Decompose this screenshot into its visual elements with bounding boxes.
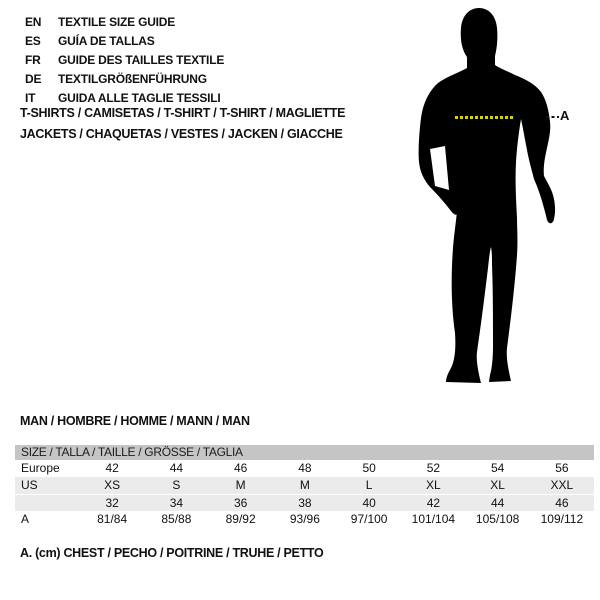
size-table xyxy=(15,445,594,528)
man-silhouette-figure xyxy=(395,0,600,400)
size-cell: 56 xyxy=(555,461,569,475)
size-cell: 81/84 xyxy=(97,512,128,526)
size-cell: 50 xyxy=(362,461,376,475)
man-silhouette xyxy=(419,8,555,383)
size-cell: XL xyxy=(426,478,441,492)
language-code: IT xyxy=(25,90,36,105)
language-row xyxy=(25,88,224,107)
size-cell: M xyxy=(235,478,246,492)
table-row-chest xyxy=(15,511,594,528)
size-cell: 36 xyxy=(233,496,248,510)
size-cell: XL xyxy=(490,478,505,492)
size-cell: 85/88 xyxy=(161,512,192,526)
size-cell: 44 xyxy=(490,496,505,510)
table-row-europe xyxy=(15,460,594,477)
language-row xyxy=(25,12,224,31)
measurement-footnote: A. (cm) CHEST / PECHO / POITRINE / TRUHE / PETTO xyxy=(20,546,324,560)
language-row xyxy=(25,69,224,88)
size-cell: 89/92 xyxy=(225,512,256,526)
row-label: A xyxy=(21,512,30,526)
language-title: GUÍA DE TALLAS xyxy=(58,33,155,48)
size-cell: 109/112 xyxy=(540,512,584,526)
category-line-jackets: JACKETS / CHAQUETAS / VESTES / JACKEN / GIACCHE xyxy=(20,127,343,141)
size-cell: 48 xyxy=(298,461,312,475)
category-line-tshirts: T-SHIRTS / CAMISETAS / T-SHIRT / T-SHIRT / MAGLIETTE xyxy=(20,106,346,120)
size-cell: 34 xyxy=(169,496,184,510)
size-cell: 38 xyxy=(298,496,312,510)
size-cell: 52 xyxy=(426,461,441,475)
size-cell: 42 xyxy=(426,496,441,510)
language-code: EN xyxy=(25,14,42,29)
size-cell: 46 xyxy=(555,496,569,510)
size-cell: 101/104 xyxy=(411,512,456,526)
language-title: GUIDE DES TAILLES TEXTILE xyxy=(58,52,225,67)
size-cell: 46 xyxy=(233,461,248,475)
table-row-numeric xyxy=(15,494,594,511)
language-code: ES xyxy=(25,33,41,48)
language-title: TEXTILGRÖßENFÜHRUNG xyxy=(58,71,207,86)
garment-categories xyxy=(20,106,345,148)
row-label: Europe xyxy=(21,461,60,475)
size-cell: L xyxy=(365,478,373,492)
measure-label-a: A xyxy=(560,108,570,123)
size-cell: XS xyxy=(104,478,121,492)
row-label: US xyxy=(21,478,38,492)
language-row xyxy=(25,50,224,69)
language-code: DE xyxy=(25,71,42,86)
size-cell: 40 xyxy=(362,496,376,510)
language-row xyxy=(25,31,224,50)
size-cell: 32 xyxy=(105,496,119,510)
language-title: GUIDA ALLE TAGLIE TESSILI xyxy=(58,90,221,105)
size-table-header: SIZE / TALLA / TAILLE / GRÖSSE / TAGLIA xyxy=(15,445,594,460)
size-cell: S xyxy=(172,478,181,492)
size-cell: 105/108 xyxy=(475,512,520,526)
size-cell: 42 xyxy=(105,461,119,475)
language-title: TEXTILE SIZE GUIDE xyxy=(58,14,176,29)
language-code: FR xyxy=(25,52,41,67)
size-cell: 44 xyxy=(169,461,184,475)
size-cell: 93/96 xyxy=(289,512,320,526)
section-title-man: MAN / HOMBRE / HOMME / MANN / MAN xyxy=(20,414,250,428)
table-row-us xyxy=(15,477,594,494)
size-cell: 97/100 xyxy=(350,512,388,526)
language-title-list xyxy=(25,12,224,107)
size-cell: XXL xyxy=(550,478,574,492)
size-cell: 54 xyxy=(490,461,505,475)
size-cell: M xyxy=(299,478,310,492)
